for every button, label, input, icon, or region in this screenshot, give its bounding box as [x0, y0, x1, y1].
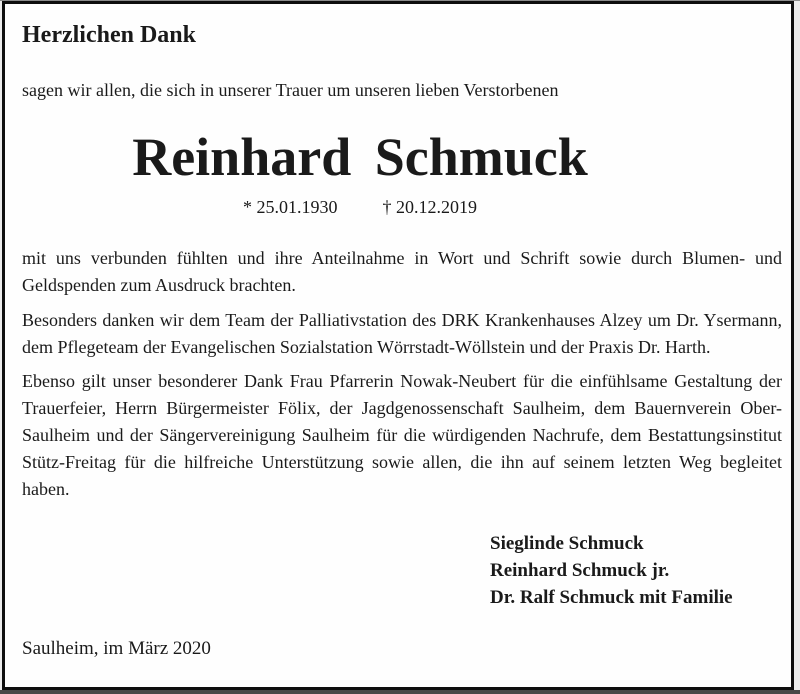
paragraph-anteilnahme: mit uns verbunden fühlten und ihre Anteilnahme in Wort und Schrift sowie durch Blumen- und Geldspenden zum Ausdruck brachten.: [22, 247, 782, 295]
life-dates: [22, 196, 698, 218]
notice-title: Herzlichen Dank: [22, 22, 196, 48]
signature-line: Dr. Ralf Schmuck mit Familie: [490, 586, 733, 608]
paragraph-ebenso-dank: Ebenso gilt unser besonderer Dank Frau Pfarrerin Nowak-Neubert für die einfühlsame Gestaltung der Trauerfeier, Herrn Bürgermeister Fölix, der Jagdgenossenschaft Saulheim, dem Bauernverein Ober-Saulheim und der Sängervereinigung Saulheim für die würdigenden Nachrufe, dem Bestattungsinstitut Stütz-Freitag für die hilfreiche Unterstützung sowie allen, die ihn auf seinem letzten Weg begleitet haben.: [22, 370, 782, 499]
deceased-block: [22, 126, 698, 218]
signature-line: Sieglinde Schmuck: [490, 532, 644, 554]
outer-bottom-edge: [0, 690, 800, 694]
signature-line: Reinhard Schmuck jr.: [490, 559, 670, 581]
paragraph-besonderer-dank: Besonders danken wir dem Team der Palliativstation des DRK Krankenhauses Alzey um Dr. Ysermann, dem Pflegeteam der Evangelischen Sozialstation Wörrstadt-Wöllstein und der Praxis Dr. Harth.: [22, 309, 782, 357]
intro-line: sagen wir allen, die sich in unserer Trauer um unseren lieben Verstorbenen: [22, 79, 559, 100]
place-and-date: Saulheim, im März 2020: [22, 637, 211, 659]
death-date: † 20.12.2019: [382, 196, 477, 217]
deceased-name: Reinhard Schmuck: [132, 126, 588, 187]
signature-block: [490, 530, 782, 611]
obituary-notice-frame: [2, 1, 794, 690]
birth-date: * 25.01.1930: [243, 196, 338, 217]
